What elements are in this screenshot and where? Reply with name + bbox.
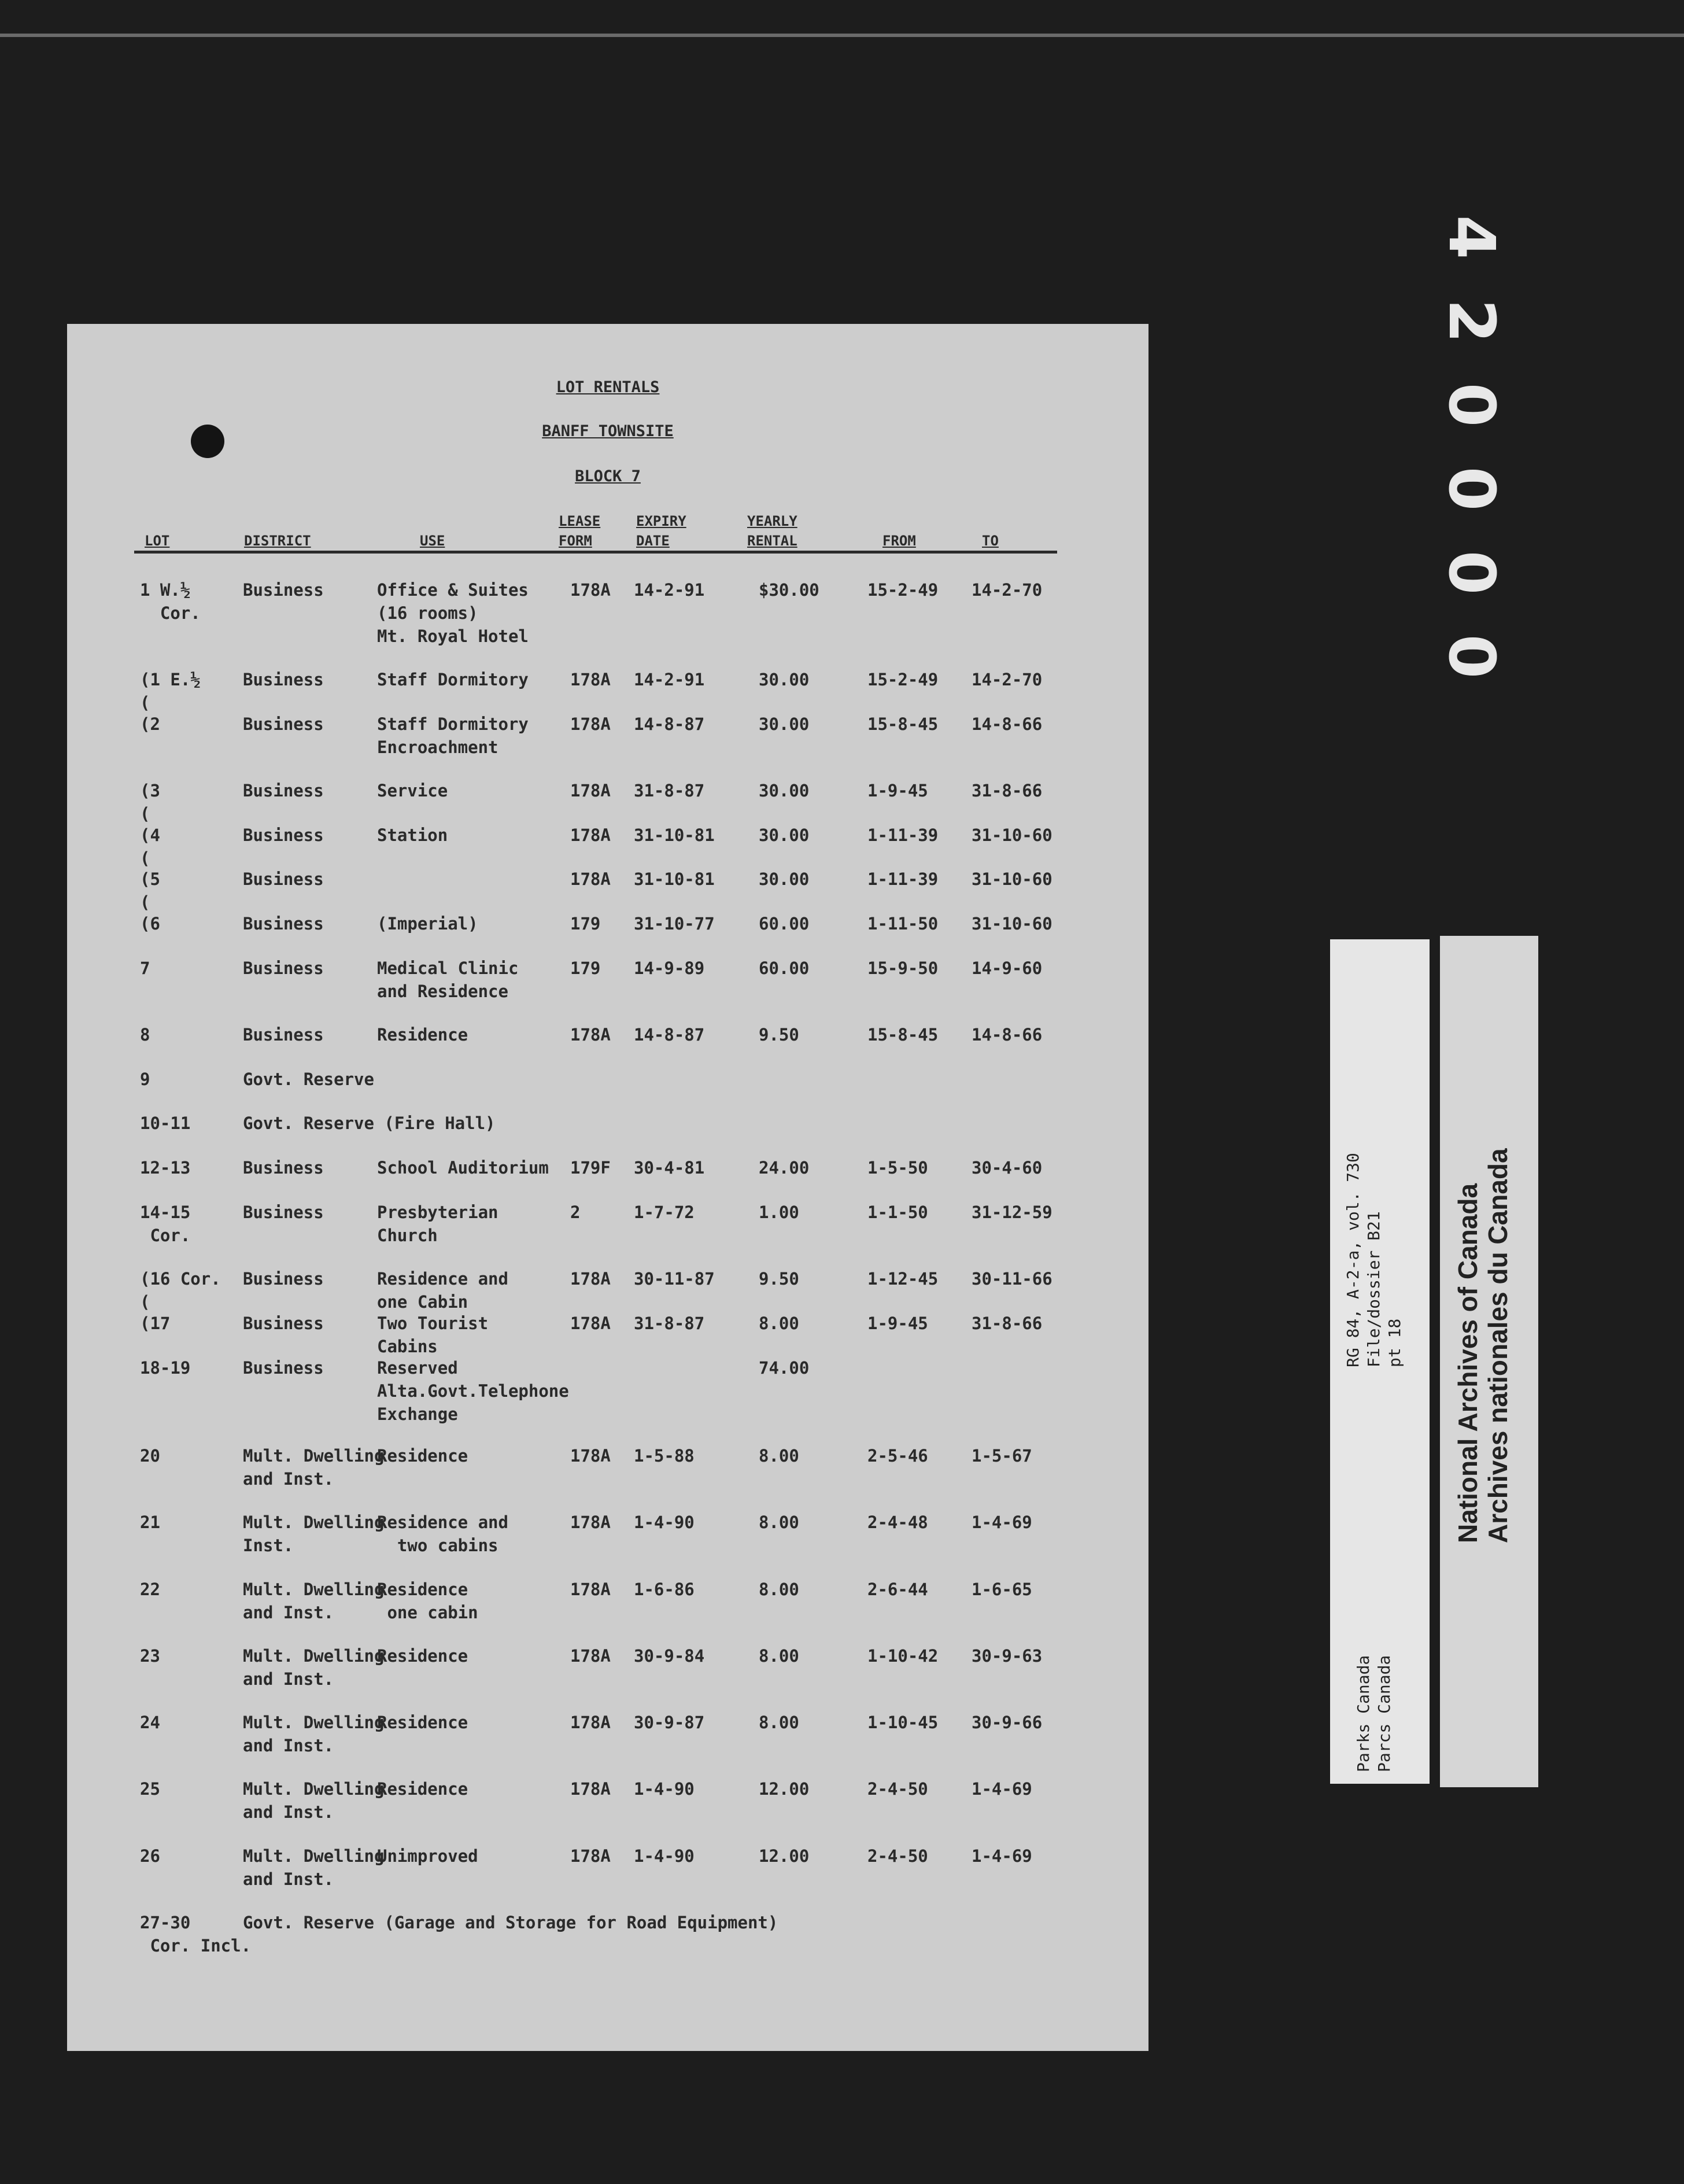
cell-lot: 8 bbox=[140, 1025, 150, 1045]
cell-expiry: 30-4-81 bbox=[634, 1158, 705, 1178]
cell-district: Business bbox=[243, 1269, 324, 1289]
cell-district: Business bbox=[243, 914, 324, 934]
cell-rental: 9.50 bbox=[759, 1025, 799, 1045]
cell-to: 31-8-66 bbox=[972, 781, 1043, 800]
doc-block: BLOCK 7 bbox=[575, 467, 641, 485]
cell-to: 14-2-70 bbox=[972, 670, 1043, 689]
archives-name-fr: Archives nationales du Canada bbox=[1483, 1148, 1513, 1543]
cell-expiry: 31-10-81 bbox=[634, 869, 715, 889]
cell-use: Two Tourist Cabins bbox=[377, 1314, 489, 1356]
cell-rental: 1.00 bbox=[759, 1202, 799, 1222]
cell-from: 15-8-45 bbox=[867, 714, 939, 734]
cell-to: 14-8-66 bbox=[972, 1025, 1043, 1045]
cell-to: 30-11-66 bbox=[972, 1269, 1052, 1289]
cell-district: Business bbox=[243, 714, 324, 734]
cell-lot: 26 bbox=[140, 1846, 160, 1866]
cell-rental: 9.50 bbox=[759, 1269, 799, 1289]
cell-lot: (1 E.½ ( bbox=[140, 670, 201, 713]
cell-expiry: 30-9-87 bbox=[634, 1713, 705, 1732]
cell-rental: 60.00 bbox=[759, 914, 810, 934]
stamp-digit: 0 bbox=[1435, 634, 1509, 679]
cell-form: 178A bbox=[570, 580, 611, 600]
cell-district: Business bbox=[243, 670, 324, 689]
doc-title: LOT RENTALS bbox=[556, 378, 660, 396]
cell-lot: 27-30 Cor. Incl. bbox=[140, 1913, 252, 1956]
cell-from: 2-4-50 bbox=[867, 1846, 928, 1866]
cell-use: Residence and one Cabin bbox=[377, 1269, 508, 1312]
cell-use: Residence bbox=[377, 1779, 468, 1799]
cell-expiry: 30-9-84 bbox=[634, 1646, 705, 1666]
cell-rental: 24.00 bbox=[759, 1158, 810, 1178]
cell-district: Mult. Dwelling and Inst. bbox=[243, 1713, 385, 1755]
cell-district: Mult. Dwelling and Inst. bbox=[243, 1846, 385, 1889]
cell-district: Mult. Dwelling and Inst. bbox=[243, 1779, 385, 1822]
cell-use: Service bbox=[377, 781, 448, 800]
cell-district: Mult. Dwelling Inst. bbox=[243, 1512, 385, 1555]
stamp-digit: 0 bbox=[1435, 382, 1509, 427]
cell-form: 178A bbox=[570, 670, 611, 689]
col-header-lot: LOT bbox=[145, 533, 170, 549]
header-rule bbox=[134, 551, 1057, 554]
col-header-to: TO bbox=[982, 533, 999, 549]
cell-from: 1-10-42 bbox=[867, 1646, 939, 1666]
cell-lot: 20 bbox=[140, 1446, 160, 1466]
stamp-digit: 0 bbox=[1435, 550, 1509, 595]
cell-to: 1-4-69 bbox=[972, 1846, 1032, 1866]
cell-use: Unimproved bbox=[377, 1846, 478, 1866]
cell-use: Staff Dormitory bbox=[377, 670, 529, 689]
cell-lot: 12-13 bbox=[140, 1158, 191, 1178]
col-header-use: USE bbox=[420, 533, 445, 549]
cell-form: 178A bbox=[570, 1512, 611, 1532]
cell-form: 178A bbox=[570, 1025, 611, 1045]
cell-lot: 21 bbox=[140, 1512, 160, 1532]
archives-name-label bbox=[1440, 936, 1538, 1787]
cell-to: 1-5-67 bbox=[972, 1446, 1032, 1466]
cell-district: Business bbox=[243, 1202, 324, 1222]
cell-rental: 30.00 bbox=[759, 781, 810, 800]
cell-rental: $30.00 bbox=[759, 580, 819, 600]
document-sheet bbox=[67, 324, 1148, 2051]
cell-expiry: 30-11-87 bbox=[634, 1269, 715, 1289]
cell-expiry: 31-8-87 bbox=[634, 1314, 705, 1333]
cell-district: Business bbox=[243, 1314, 324, 1333]
cell-from: 2-4-50 bbox=[867, 1779, 928, 1799]
cell-to: 30-9-66 bbox=[972, 1713, 1043, 1732]
cell-from: 1-11-50 bbox=[867, 914, 939, 934]
cell-use: Residence bbox=[377, 1446, 468, 1466]
cell-lot: 24 bbox=[140, 1713, 160, 1732]
cell-district: Business bbox=[243, 825, 324, 845]
cell-district: Business bbox=[243, 580, 324, 600]
cell-from: 15-2-49 bbox=[867, 580, 939, 600]
col-header-rental: YEARLY RENTAL bbox=[747, 513, 797, 549]
cell-expiry: 31-10-77 bbox=[634, 914, 715, 934]
cell-use: Reserved Alta.Govt.Telephone Exchange bbox=[377, 1358, 569, 1424]
cell-to: 14-2-70 bbox=[972, 580, 1043, 600]
cell-to: 31-8-66 bbox=[972, 1314, 1043, 1333]
cell-rental: 74.00 bbox=[759, 1358, 810, 1378]
col-header-lease-form: LEASE FORM bbox=[559, 513, 601, 549]
cell-lot: 9 bbox=[140, 1069, 150, 1089]
cell-rental: 30.00 bbox=[759, 670, 810, 689]
cell-district: Govt. Reserve (Fire Hall) bbox=[243, 1113, 496, 1133]
cell-lot: 14-15 Cor. bbox=[140, 1202, 191, 1245]
cell-form: 178A bbox=[570, 1846, 611, 1866]
cell-form: 178A bbox=[570, 1779, 611, 1799]
cell-lot: (17 bbox=[140, 1314, 171, 1333]
film-edge-line bbox=[0, 34, 1684, 37]
cell-expiry: 1-4-90 bbox=[634, 1846, 695, 1866]
cell-to: 14-9-60 bbox=[972, 958, 1043, 978]
cell-district: Business bbox=[243, 1158, 324, 1178]
cell-from: 1-9-45 bbox=[867, 1314, 928, 1333]
cell-form: 2 bbox=[570, 1202, 581, 1222]
cell-use: School Auditorium bbox=[377, 1158, 549, 1178]
cell-form: 178A bbox=[570, 825, 611, 845]
cell-rental: 12.00 bbox=[759, 1779, 810, 1799]
stamp-digit: 0 bbox=[1435, 466, 1509, 511]
cell-from: 2-5-46 bbox=[867, 1446, 928, 1466]
cell-form: 178A bbox=[570, 1269, 611, 1289]
cell-to: 14-8-66 bbox=[972, 714, 1043, 734]
cell-use: (Imperial) bbox=[377, 914, 478, 934]
cell-use: Residence one cabin bbox=[377, 1580, 478, 1622]
cell-district: Business bbox=[243, 958, 324, 978]
cell-expiry: 14-8-87 bbox=[634, 1025, 705, 1045]
cell-lot: 22 bbox=[140, 1580, 160, 1599]
cell-from: 1-12-45 bbox=[867, 1269, 939, 1289]
cell-form: 178A bbox=[570, 1713, 611, 1732]
col-header-district: DISTRICT bbox=[244, 533, 311, 549]
cell-rental: 8.00 bbox=[759, 1580, 799, 1599]
cell-to: 1-6-65 bbox=[972, 1580, 1032, 1599]
cell-lot: (3 ( bbox=[140, 781, 160, 824]
cell-from: 2-6-44 bbox=[867, 1580, 928, 1599]
cell-lot: (6 bbox=[140, 914, 160, 934]
cell-form: 178A bbox=[570, 1580, 611, 1599]
cell-lot: 1 W.½ Cor. bbox=[140, 580, 201, 623]
cell-rental: 8.00 bbox=[759, 1713, 799, 1732]
cell-district: Mult. Dwelling and Inst. bbox=[243, 1646, 385, 1689]
archive-part: pt 18 bbox=[1385, 1318, 1404, 1367]
cell-district: Mult. Dwelling and Inst. bbox=[243, 1580, 385, 1622]
cell-form: 179 bbox=[570, 958, 601, 978]
cell-expiry: 1-4-90 bbox=[634, 1512, 695, 1532]
cell-use: Station bbox=[377, 825, 448, 845]
cell-rental: 30.00 bbox=[759, 869, 810, 889]
cell-expiry: 31-8-87 bbox=[634, 781, 705, 800]
archives-name-en: National Archives of Canada bbox=[1453, 1183, 1483, 1543]
cell-to: 30-4-60 bbox=[972, 1158, 1043, 1178]
cell-rental: 12.00 bbox=[759, 1846, 810, 1866]
stamp-digit: 4 bbox=[1435, 215, 1509, 260]
cell-lot: 23 bbox=[140, 1646, 160, 1666]
cell-from: 1-9-45 bbox=[867, 781, 928, 800]
cell-district: Business bbox=[243, 1358, 324, 1378]
cell-rental: 30.00 bbox=[759, 825, 810, 845]
cell-expiry: 1-7-72 bbox=[634, 1202, 695, 1222]
cell-form: 178A bbox=[570, 1446, 611, 1466]
cell-rental: 30.00 bbox=[759, 714, 810, 734]
cell-use: Residence bbox=[377, 1025, 468, 1045]
cell-expiry: 14-9-89 bbox=[634, 958, 705, 978]
cell-form: 179 bbox=[570, 914, 601, 934]
cell-expiry: 1-4-90 bbox=[634, 1779, 695, 1799]
col-header-expiry: EXPIRY DATE bbox=[636, 513, 686, 549]
archive-reference: RG 84, A-2-a, vol. 730 bbox=[1343, 1153, 1362, 1367]
cell-to: 31-12-59 bbox=[972, 1202, 1052, 1222]
cell-from: 1-11-39 bbox=[867, 825, 939, 845]
cell-use: Medical Clinic and Residence bbox=[377, 958, 519, 1001]
cell-from: 1-11-39 bbox=[867, 869, 939, 889]
cell-expiry: 14-8-87 bbox=[634, 714, 705, 734]
cell-expiry: 1-5-88 bbox=[634, 1446, 695, 1466]
cell-expiry: 14-2-91 bbox=[634, 670, 705, 689]
cell-form: 178A bbox=[570, 714, 611, 734]
cell-from: 1-10-45 bbox=[867, 1713, 939, 1732]
cell-rental: 8.00 bbox=[759, 1512, 799, 1532]
cell-rental: 8.00 bbox=[759, 1646, 799, 1666]
archive-reference-label bbox=[1330, 939, 1430, 1784]
cell-lot: (2 bbox=[140, 714, 160, 734]
cell-expiry: 31-10-81 bbox=[634, 825, 715, 845]
agency-fr: Parcs Canada bbox=[1375, 1655, 1394, 1772]
cell-rental: 60.00 bbox=[759, 958, 810, 978]
cell-from: 15-8-45 bbox=[867, 1025, 939, 1045]
cell-to: 1-4-69 bbox=[972, 1512, 1032, 1532]
cell-lot: (4 ( bbox=[140, 825, 160, 868]
cell-form: 178A bbox=[570, 869, 611, 889]
cell-expiry: 14-2-91 bbox=[634, 580, 705, 600]
cell-district: Business bbox=[243, 1025, 324, 1045]
cell-lot: (16 Cor. ( bbox=[140, 1269, 221, 1312]
cell-from: 15-2-49 bbox=[867, 670, 939, 689]
cell-from: 15-9-50 bbox=[867, 958, 939, 978]
archive-file: File/dossier B21 bbox=[1364, 1211, 1383, 1367]
cell-form: 178A bbox=[570, 781, 611, 800]
cell-rental: 8.00 bbox=[759, 1446, 799, 1466]
cell-to: 30-9-63 bbox=[972, 1646, 1043, 1666]
cell-from: 1-1-50 bbox=[867, 1202, 928, 1222]
cell-use: Presbyterian Church bbox=[377, 1202, 498, 1245]
cell-lot: 10-11 bbox=[140, 1113, 191, 1133]
cell-lot: 18-19 bbox=[140, 1358, 191, 1378]
agency-en: Parks Canada bbox=[1354, 1655, 1373, 1772]
cell-to: 31-10-60 bbox=[972, 869, 1052, 889]
cell-to: 31-10-60 bbox=[972, 914, 1052, 934]
cell-district: Business bbox=[243, 781, 324, 800]
cell-district: Business bbox=[243, 869, 324, 889]
cell-expiry: 1-6-86 bbox=[634, 1580, 695, 1599]
cell-lot: 7 bbox=[140, 958, 150, 978]
cell-form: 179F bbox=[570, 1158, 611, 1178]
cell-district: Govt. Reserve bbox=[243, 1069, 374, 1089]
cell-lot: 25 bbox=[140, 1779, 160, 1799]
cell-use: Staff Dormitory Encroachment bbox=[377, 714, 529, 757]
cell-rental: 8.00 bbox=[759, 1314, 799, 1333]
cell-form: 178A bbox=[570, 1646, 611, 1666]
cell-form: 178A bbox=[570, 1314, 611, 1333]
cell-use: Residence and two cabins bbox=[377, 1512, 508, 1555]
cell-use: Office & Suites (16 rooms) Mt. Royal Hotel bbox=[377, 580, 529, 646]
cell-lot: (5 ( bbox=[140, 869, 160, 912]
cell-to: 31-10-60 bbox=[972, 825, 1052, 845]
cell-to: 1-4-69 bbox=[972, 1779, 1032, 1799]
cell-from: 1-5-50 bbox=[867, 1158, 928, 1178]
cell-district: Govt. Reserve (Garage and Storage for Road Equipment) bbox=[243, 1913, 778, 1932]
col-header-from: FROM bbox=[882, 533, 916, 549]
cell-from: 2-4-48 bbox=[867, 1512, 928, 1532]
cell-use: Residence bbox=[377, 1713, 468, 1732]
stamp-digit: 2 bbox=[1435, 298, 1509, 344]
cell-use: Residence bbox=[377, 1646, 468, 1666]
doc-subtitle: BANFF TOWNSITE bbox=[542, 422, 674, 440]
cell-district: Mult. Dwelling and Inst. bbox=[243, 1446, 385, 1489]
